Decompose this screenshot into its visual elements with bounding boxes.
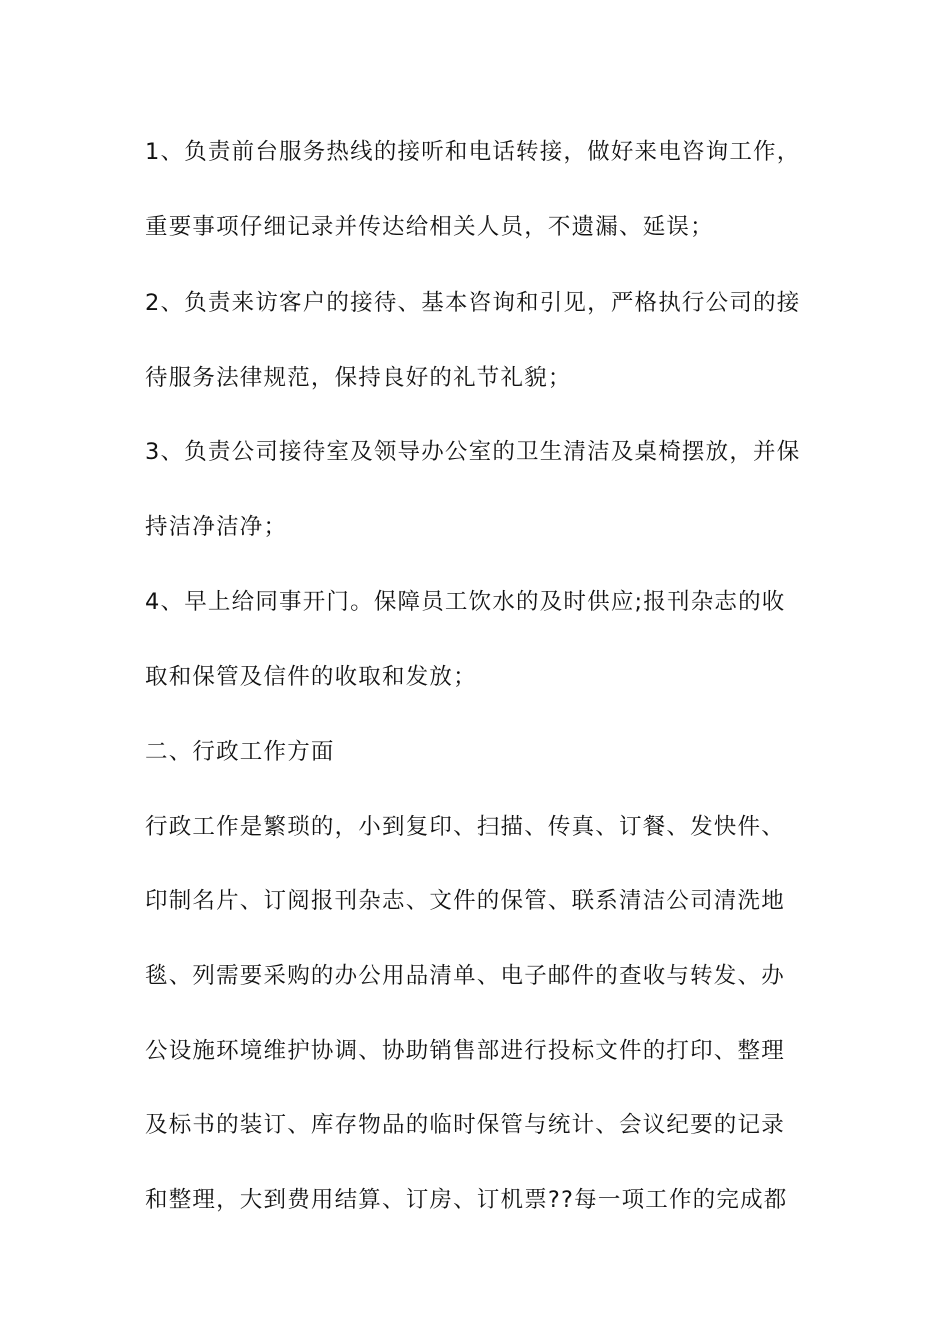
text-line: 和整理，大到费用结算、订房、订机票??每一项工作的完成都 xyxy=(145,1187,788,1213)
section-heading: 二、行政工作方面 xyxy=(145,739,335,765)
text-line: 取和保管及信件的收取和发放； xyxy=(145,664,477,690)
text-line: 重要事项仔细记录并传达给相关人员，不遗漏、延误； xyxy=(145,214,714,240)
text-line: 1、负责前台服务热线的接听和电话转接，做好来电咨询工作， xyxy=(145,139,801,165)
text-line: 持洁净洁净； xyxy=(145,514,288,540)
text-line: 4、早上给同事开门。保障员工饮水的及时供应;报刊杂志的收 xyxy=(145,589,786,615)
text-line: 2、负责来访客户的接待、基本咨询和引见，严格执行公司的接 xyxy=(145,290,801,316)
text-line: 公设施环境维护协调、协助销售部进行投标文件的打印、整理 xyxy=(145,1038,785,1064)
text-line: 待服务法律规范，保持良好的礼节礼貌； xyxy=(145,365,572,391)
text-line: 毯、列需要采购的办公用品清单、电子邮件的查收与转发、办 xyxy=(145,963,785,989)
text-line: 及标书的装订、库存物品的临时保管与统计、会议纪要的记录 xyxy=(145,1112,785,1138)
text-line: 行政工作是繁琐的，小到复印、扫描、传真、订餐、发快件、 xyxy=(145,814,785,840)
text-line: 印制名片、订阅报刊杂志、文件的保管、联系清洁公司清洗地 xyxy=(145,888,785,914)
text-line: 3、负责公司接待室及领导办公室的卫生清洁及桌椅摆放，并保 xyxy=(145,439,801,465)
